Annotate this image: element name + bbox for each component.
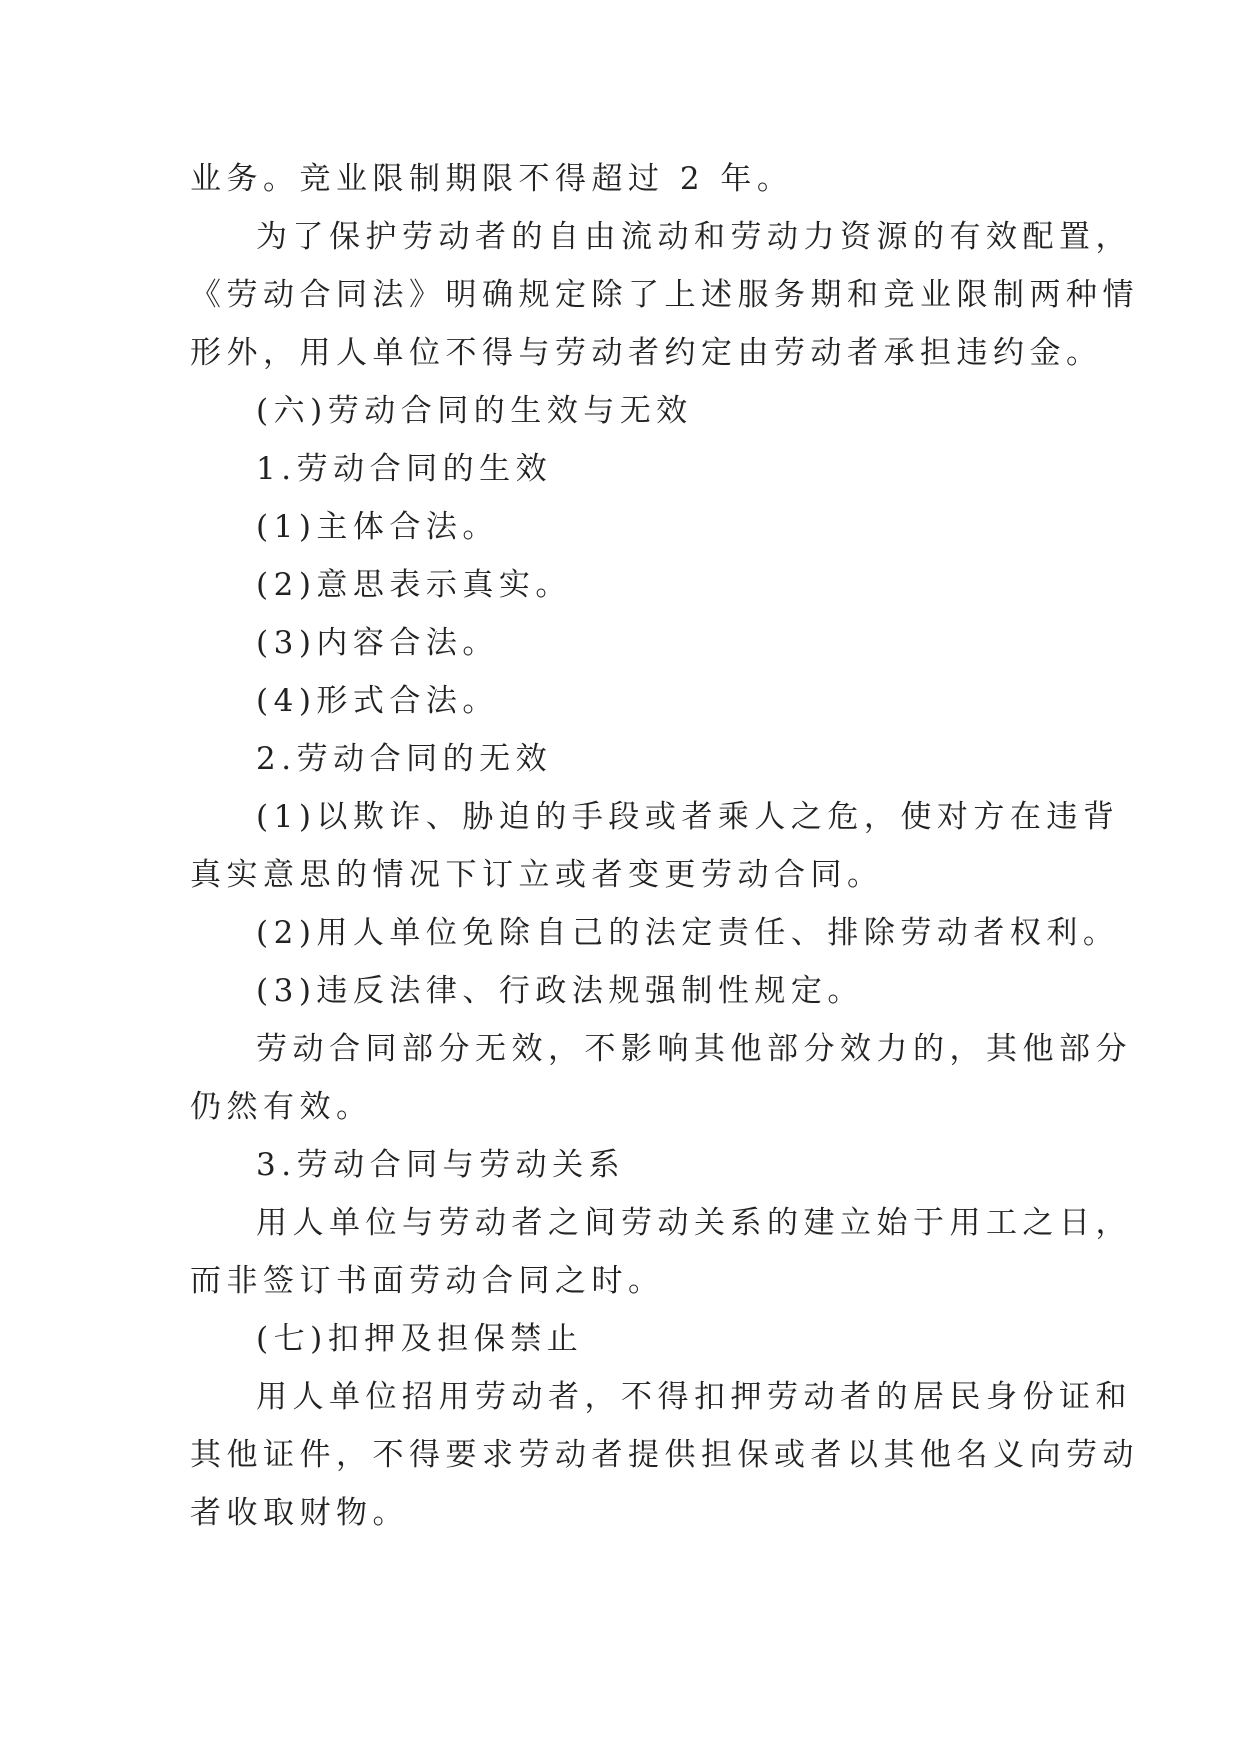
body-line: 劳动合同部分无效，不影响其他部分效力的，其他部分: [256, 1031, 1132, 1067]
list-item: (2)用人单位免除自己的法定责任、排除劳动者权利。: [256, 915, 1120, 951]
body-line: 而非签订书面劳动合同之时。: [190, 1263, 665, 1299]
subsection-heading: 3.劳动合同与劳动关系: [256, 1147, 626, 1183]
body-line: 者收取财物。: [190, 1495, 409, 1531]
body-line: 用人单位与劳动者之间劳动关系的建立始于用工之日，: [256, 1205, 1132, 1241]
list-item: (3)违反法律、行政法规强制性规定。: [256, 973, 864, 1009]
subsection-heading: 2.劳动合同的无效: [256, 741, 553, 777]
list-item-continuation: 真实意思的情况下订立或者变更劳动合同。: [190, 857, 884, 893]
list-item: (4)形式合法。: [256, 683, 499, 719]
list-item: (2)意思表示真实。: [256, 567, 572, 603]
body-line: 《劳动合同法》明确规定除了上述服务期和竞业限制两种情: [190, 277, 1139, 313]
body-line: 形外，用人单位不得与劳动者约定由劳动者承担违约金。: [190, 335, 1103, 371]
body-line: 其他证件，不得要求劳动者提供担保或者以其他名义向劳动: [190, 1437, 1139, 1473]
body-line: 仍然有效。: [190, 1089, 373, 1125]
list-item: (3)内容合法。: [256, 625, 499, 661]
list-item: (1)以欺诈、胁迫的手段或者乘人之危，使对方在违背: [256, 799, 1120, 835]
section-heading: (七)扣押及担保禁止: [256, 1321, 584, 1357]
body-line: 为了保护劳动者的自由流动和劳动力资源的有效配置，: [256, 219, 1132, 255]
list-item: (1)主体合法。: [256, 509, 499, 545]
body-line: 业务。竞业限制期限不得超过 2 年。: [190, 161, 794, 197]
body-line: 用人单位招用劳动者，不得扣押劳动者的居民身份证和: [256, 1379, 1132, 1415]
section-heading: (六)劳动合同的生效与无效: [256, 393, 693, 429]
subsection-heading: 1.劳动合同的生效: [256, 451, 553, 487]
document-body: [190, 150, 1139, 1542]
